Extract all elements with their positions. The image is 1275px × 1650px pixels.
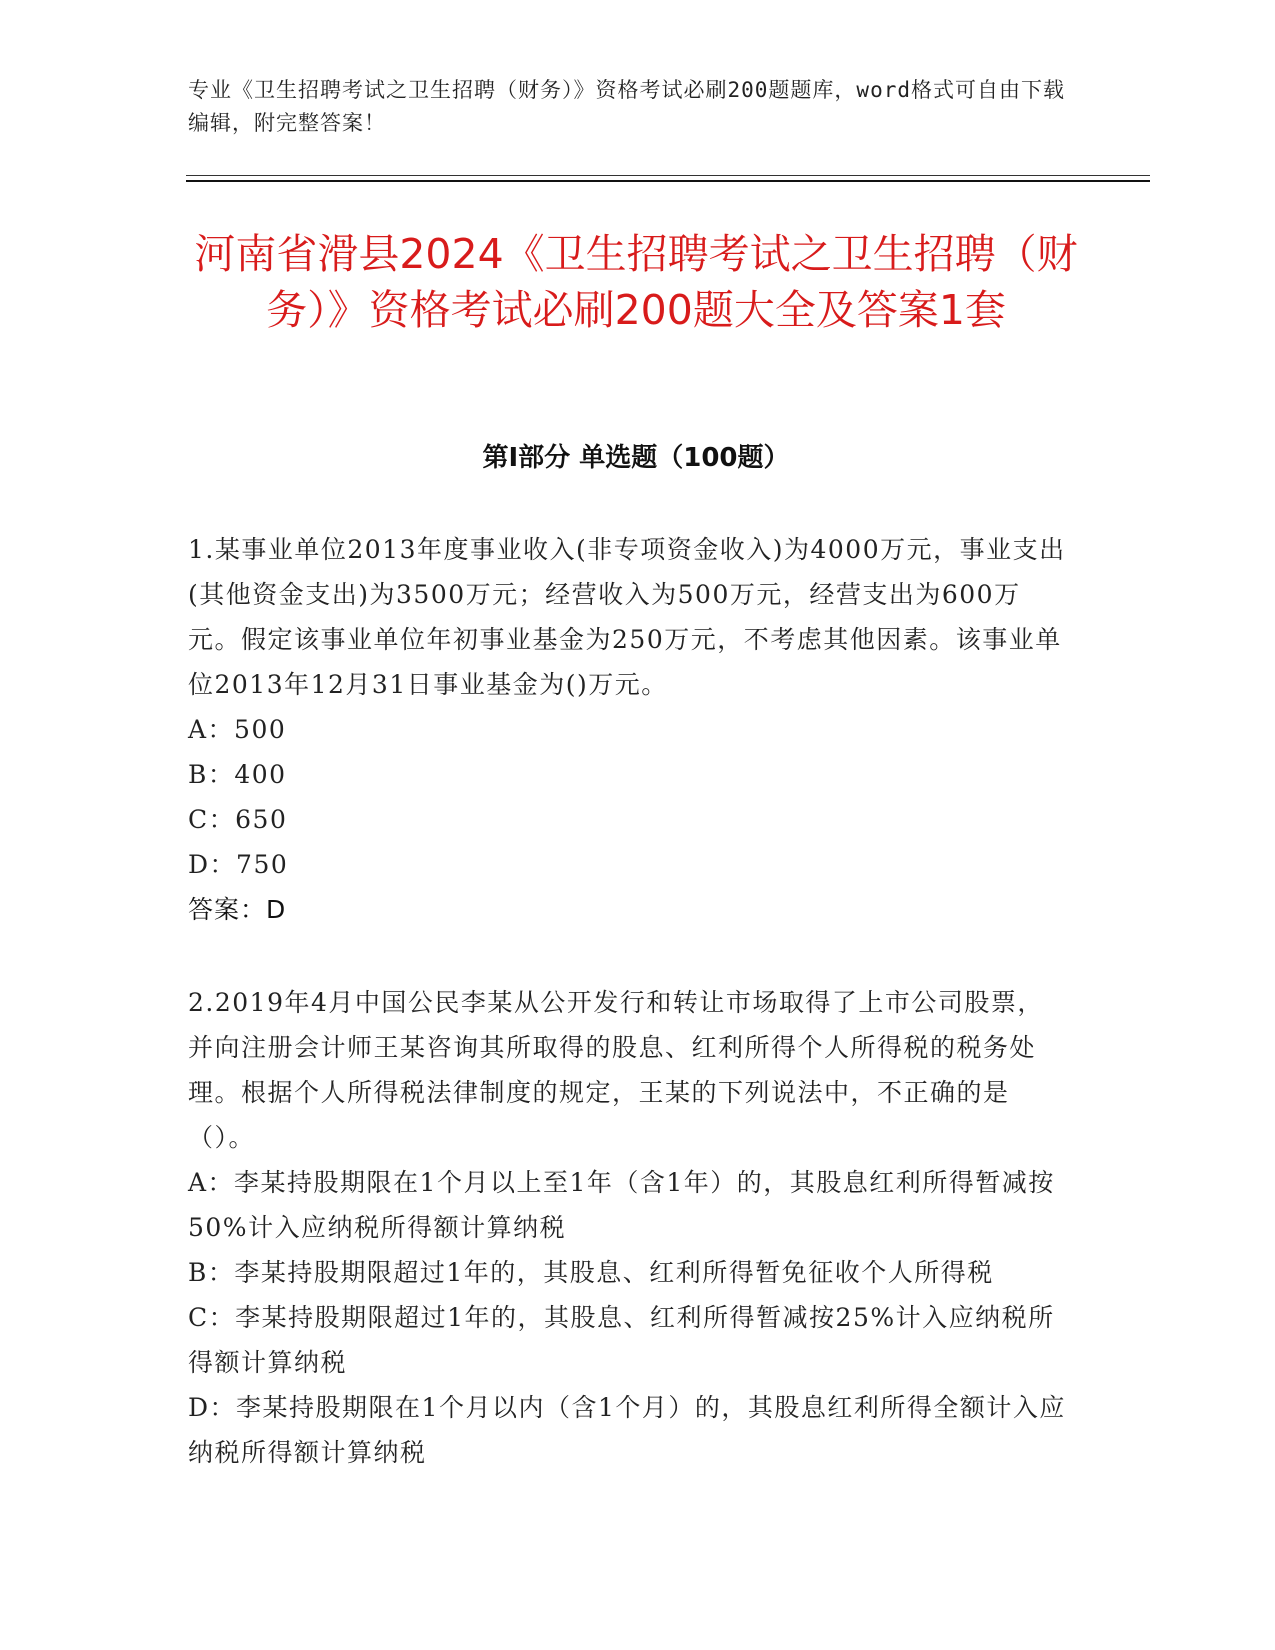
option-a: A：500: [188, 715, 287, 744]
question-2: [188, 980, 1068, 1475]
header-divider-thin: [186, 175, 1150, 176]
option-b: B：李某持股期限超过1年的，其股息、红利所得暂免征收个人所得税: [188, 1258, 994, 1287]
question-stem: 2.2019年4月中国公民李某从公开发行和转让市场取得了上市公司股票，并向注册会计师王某咨询其所取得的股息、红利所得个人所得税的税务处理。根据个人所得税法律制度的规定，王某的下列说法中，不正确的是（）。: [188, 988, 1044, 1152]
option-b: B：400: [188, 760, 287, 789]
option-c: C：李某持股期限超过1年的，其股息、红利所得暂减按25%计入应纳税所得额计算纳税: [188, 1303, 1055, 1377]
option-d: D：李某持股期限在1个月以内（含1个月）的，其股息红利所得全额计入应纳税所得额计算纳税: [188, 1393, 1066, 1467]
option-a: A：李某持股期限在1个月以上至1年（含1年）的，其股息红利所得暂减按50%计入应纳税所得额计算纳税: [188, 1168, 1055, 1242]
answer-line: 答案：D: [188, 895, 287, 924]
document-title: 河南省滑县2024《卫生招聘考试之卫生招聘（财务）》资格考试必刷200题大全及答案1套: [194, 230, 1078, 334]
header-divider-thick: [186, 180, 1150, 182]
section-heading: 第I部分 单选题（100题）: [482, 443, 790, 473]
option-d: D：750: [188, 850, 289, 879]
option-c: C：650: [188, 805, 288, 834]
header-note: 专业《卫生招聘考试之卫生招聘（财务）》资格考试必刷200题题库，word格式可自由下载编辑，附完整答案！: [188, 78, 1065, 135]
question-stem: 1.某事业单位2013年度事业收入(非专项资金收入)为4000万元，事业支出(其他资金支出)为3500万元；经营收入为500万元，经营支出为600万元。假定该事业单位年初事业基金为250万元，不考虑其他因素。该事业单位2013年12月31日事业基金为()万元。: [188, 535, 1066, 699]
question-1: [188, 527, 1068, 932]
